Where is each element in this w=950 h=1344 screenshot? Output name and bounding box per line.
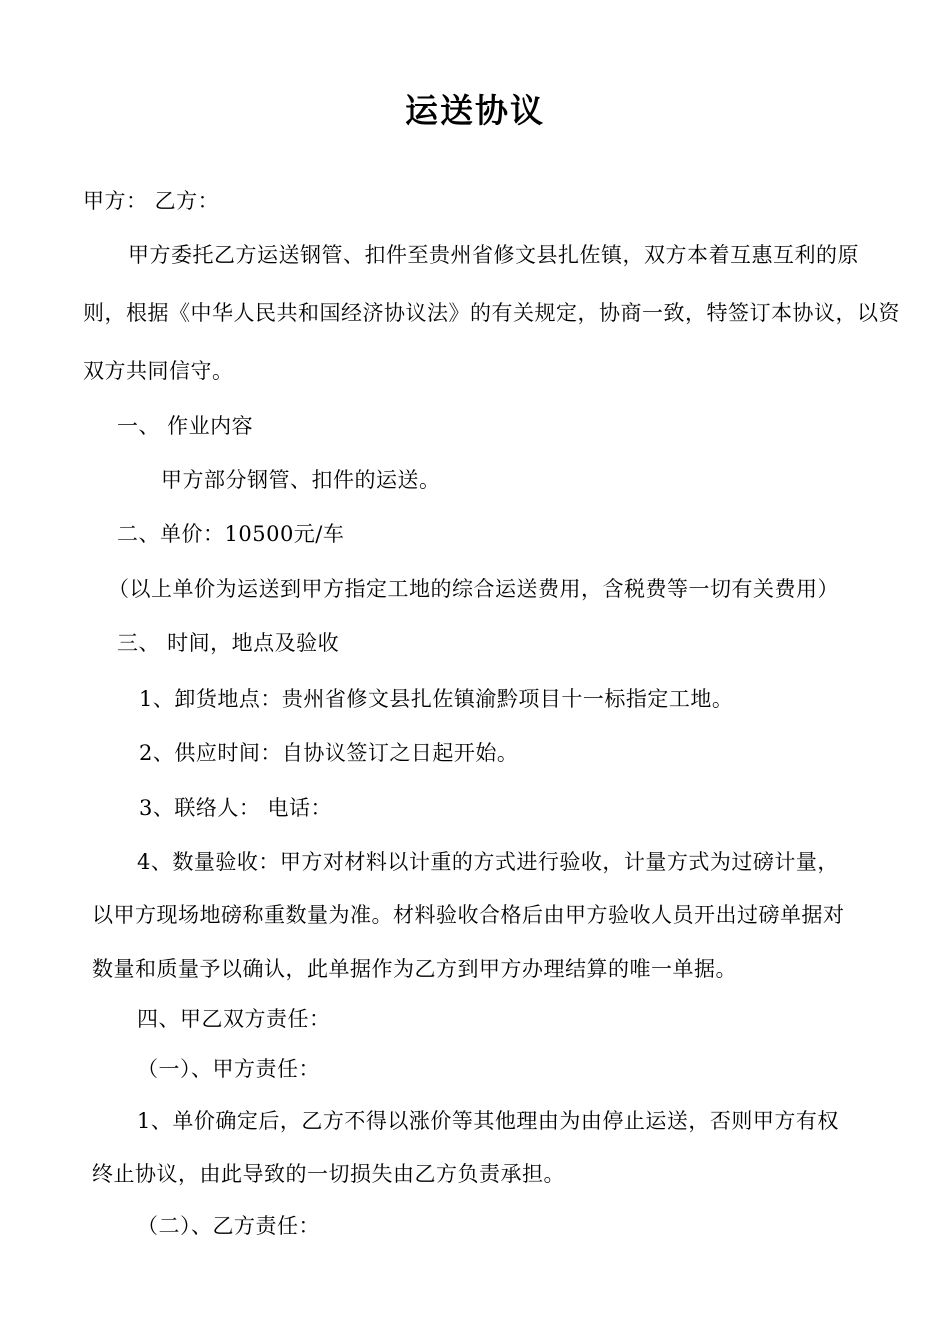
document-title: 运送协议 (405, 91, 545, 130)
item3-contact: 3、联络人： 电话： (139, 796, 333, 820)
section4-heading: 四、甲乙双方责任： (137, 1007, 331, 1031)
parties-line: 甲方： 乙方： (83, 189, 220, 213)
intro-line-3: 双方共同信守。 (83, 359, 234, 383)
section1-heading: 一、 作业内容 (117, 414, 254, 438)
section1-body: 甲方部分钢管、扣件的运送。 (161, 468, 441, 492)
item4-line-3: 数量和质量予以确认，此单据作为乙方到甲方办理结算的唯一单据。 (92, 957, 737, 981)
party-b-heading: （二）、乙方责任： (137, 1214, 320, 1238)
section2-note: （以上单价为运送到甲方指定工地的综合运送费用，含税费等一切有关费用） (108, 577, 839, 601)
party-a-item1-line-1: 1、单价确定后，乙方不得以涨价等其他理由为由停止运送，否则甲方有权 (137, 1109, 839, 1133)
item4-line-2: 以甲方现场地磅称重数量为准。材料验收合格后由甲方验收人员开出过磅单据对 (92, 903, 845, 927)
party-a-item1-line-2: 终止协议，由此导致的一切损失由乙方负责承担。 (92, 1162, 565, 1186)
section3-heading: 三、 时间，地点及验收 (117, 631, 340, 655)
item2-time: 2、供应时间：自协议签订之日起开始。 (139, 741, 519, 765)
item4-line-1: 4、数量验收：甲方对材料以计重的方式进行验收，计量方式为过磅计量， (137, 850, 839, 874)
party-a-heading: （一）、甲方责任： (137, 1057, 320, 1081)
intro-line-2: 则，根据《中华人民共和国经济协议法》的有关规定，协商一致，特签订本协议，以资 (83, 301, 900, 325)
section2-heading: 二、单价：10500元/车 (117, 522, 345, 546)
item1-location: 1、卸货地点：贵州省修文县扎佐镇渝黔项目十一标指定工地。 (139, 687, 734, 711)
intro-line-1: 甲方委托乙方运送钢管、扣件至贵州省修文县扎佐镇，双方本着互惠互利的原 (128, 243, 859, 267)
